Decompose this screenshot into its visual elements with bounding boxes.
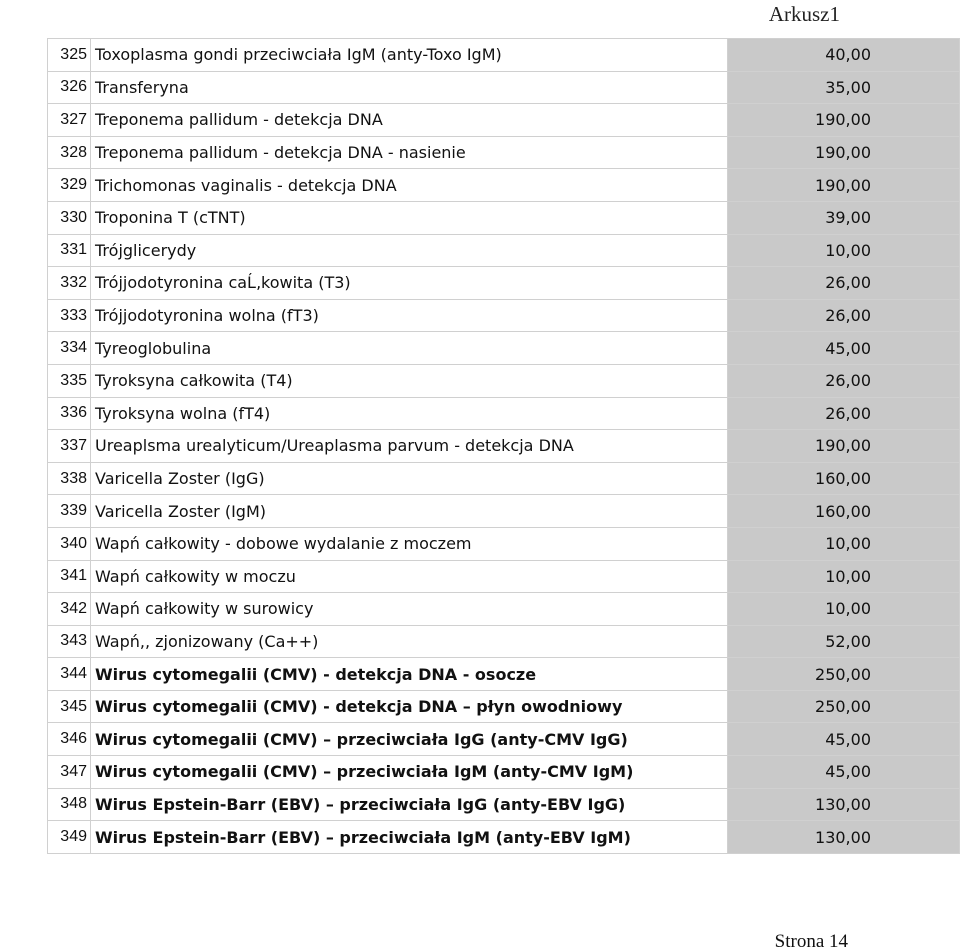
- test-name: Varicella Zoster (IgG): [91, 462, 728, 495]
- test-name: Wirus cytomegalii (CMV) - detekcja DNA – płyn owodniowy: [91, 690, 728, 723]
- test-name: Tyreoglobulina: [91, 332, 728, 365]
- row-number: 344: [48, 658, 91, 691]
- table-row: [48, 560, 960, 593]
- row-number: 331: [48, 234, 91, 267]
- row-number: 328: [48, 136, 91, 169]
- table-row: [48, 201, 960, 234]
- table-row: [48, 430, 960, 463]
- table-row: [48, 39, 960, 72]
- test-price: 190,00: [728, 169, 960, 202]
- row-number: 329: [48, 169, 91, 202]
- row-number: 335: [48, 364, 91, 397]
- test-name: Toxoplasma gondi przeciwciała IgM (anty-Toxo IgM): [91, 39, 728, 72]
- price-table-body: [48, 39, 960, 854]
- table-row: [48, 690, 960, 723]
- test-price: 160,00: [728, 462, 960, 495]
- row-number: 337: [48, 430, 91, 463]
- table-row: [48, 169, 960, 202]
- page-number: Strona 14: [774, 931, 848, 952]
- table-row: [48, 104, 960, 137]
- table-row: [48, 136, 960, 169]
- table-row: [48, 527, 960, 560]
- sheet-name: Arkusz1: [768, 2, 840, 26]
- table-row: [48, 332, 960, 365]
- row-number: 332: [48, 267, 91, 300]
- test-name: Wirus Epstein-Barr (EBV) – przeciwciała IgG (anty-EBV IgG): [91, 788, 728, 821]
- price-table: [47, 38, 960, 854]
- test-name: Wapń całkowity - dobowe wydalanie z moczem: [91, 527, 728, 560]
- test-price: 130,00: [728, 788, 960, 821]
- row-number: 343: [48, 625, 91, 658]
- test-name: Trójjodotyronina caĹ‚kowita (T3): [91, 267, 728, 300]
- row-number: 340: [48, 527, 91, 560]
- row-number: 334: [48, 332, 91, 365]
- row-number: 325: [48, 39, 91, 72]
- test-price: 190,00: [728, 136, 960, 169]
- test-name: Wirus Epstein-Barr (EBV) – przeciwciała IgM (anty-EBV IgM): [91, 821, 728, 854]
- table-row: [48, 788, 960, 821]
- test-name: Transferyna: [91, 71, 728, 104]
- test-price: 10,00: [728, 527, 960, 560]
- test-name: Troponina T (cTNT): [91, 201, 728, 234]
- test-price: 10,00: [728, 234, 960, 267]
- table-row: [48, 625, 960, 658]
- table-row: [48, 821, 960, 854]
- test-name: Varicella Zoster (IgM): [91, 495, 728, 528]
- test-name: Wapń całkowity w moczu: [91, 560, 728, 593]
- test-name: Wapń,, zjonizowany (Ca++): [91, 625, 728, 658]
- row-number: 348: [48, 788, 91, 821]
- test-price: 130,00: [728, 821, 960, 854]
- test-price: 190,00: [728, 104, 960, 137]
- row-number: 346: [48, 723, 91, 756]
- table-row: [48, 756, 960, 789]
- test-name: Trichomonas vaginalis - detekcja DNA: [91, 169, 728, 202]
- test-price: 52,00: [728, 625, 960, 658]
- test-price: 250,00: [728, 658, 960, 691]
- row-number: 333: [48, 299, 91, 332]
- test-price: 26,00: [728, 267, 960, 300]
- test-price: 45,00: [728, 756, 960, 789]
- table-row: [48, 495, 960, 528]
- table-row: [48, 71, 960, 104]
- test-name: Tyroksyna wolna (fT4): [91, 397, 728, 430]
- test-price: 10,00: [728, 560, 960, 593]
- test-name: Treponema pallidum - detekcja DNA - nasienie: [91, 136, 728, 169]
- row-number: 338: [48, 462, 91, 495]
- test-price: 190,00: [728, 430, 960, 463]
- test-name: Wirus cytomegalii (CMV) – przeciwciała IgM (anty-CMV IgM): [91, 756, 728, 789]
- row-number: 342: [48, 593, 91, 626]
- table-row: [48, 593, 960, 626]
- table-row: [48, 299, 960, 332]
- table-row: [48, 364, 960, 397]
- row-number: 341: [48, 560, 91, 593]
- table-row: [48, 397, 960, 430]
- test-name: Trójglicerydy: [91, 234, 728, 267]
- test-price: 40,00: [728, 39, 960, 72]
- table-row: [48, 267, 960, 300]
- test-price: 160,00: [728, 495, 960, 528]
- row-number: 347: [48, 756, 91, 789]
- test-price: 250,00: [728, 690, 960, 723]
- test-price: 45,00: [728, 723, 960, 756]
- test-name: Wapń całkowity w surowicy: [91, 593, 728, 626]
- test-name: Wirus cytomegalii (CMV) – przeciwciała IgG (anty-CMV IgG): [91, 723, 728, 756]
- test-price: 26,00: [728, 299, 960, 332]
- row-number: 349: [48, 821, 91, 854]
- test-name: Treponema pallidum - detekcja DNA: [91, 104, 728, 137]
- test-price: 26,00: [728, 364, 960, 397]
- test-price: 39,00: [728, 201, 960, 234]
- test-name: Ureaplsma urealyticum/Ureaplasma parvum - detekcja DNA: [91, 430, 728, 463]
- row-number: 336: [48, 397, 91, 430]
- test-price: 26,00: [728, 397, 960, 430]
- table-row: [48, 658, 960, 691]
- row-number: 327: [48, 104, 91, 137]
- row-number: 326: [48, 71, 91, 104]
- test-name: Trójjodotyronina wolna (fT3): [91, 299, 728, 332]
- table-row: [48, 723, 960, 756]
- row-number: 330: [48, 201, 91, 234]
- table-row: [48, 234, 960, 267]
- test-name: Tyroksyna całkowita (T4): [91, 364, 728, 397]
- test-price: 10,00: [728, 593, 960, 626]
- row-number: 345: [48, 690, 91, 723]
- test-name: Wirus cytomegalii (CMV) - detekcja DNA - osocze: [91, 658, 728, 691]
- test-price: 45,00: [728, 332, 960, 365]
- test-price: 35,00: [728, 71, 960, 104]
- table-row: [48, 462, 960, 495]
- row-number: 339: [48, 495, 91, 528]
